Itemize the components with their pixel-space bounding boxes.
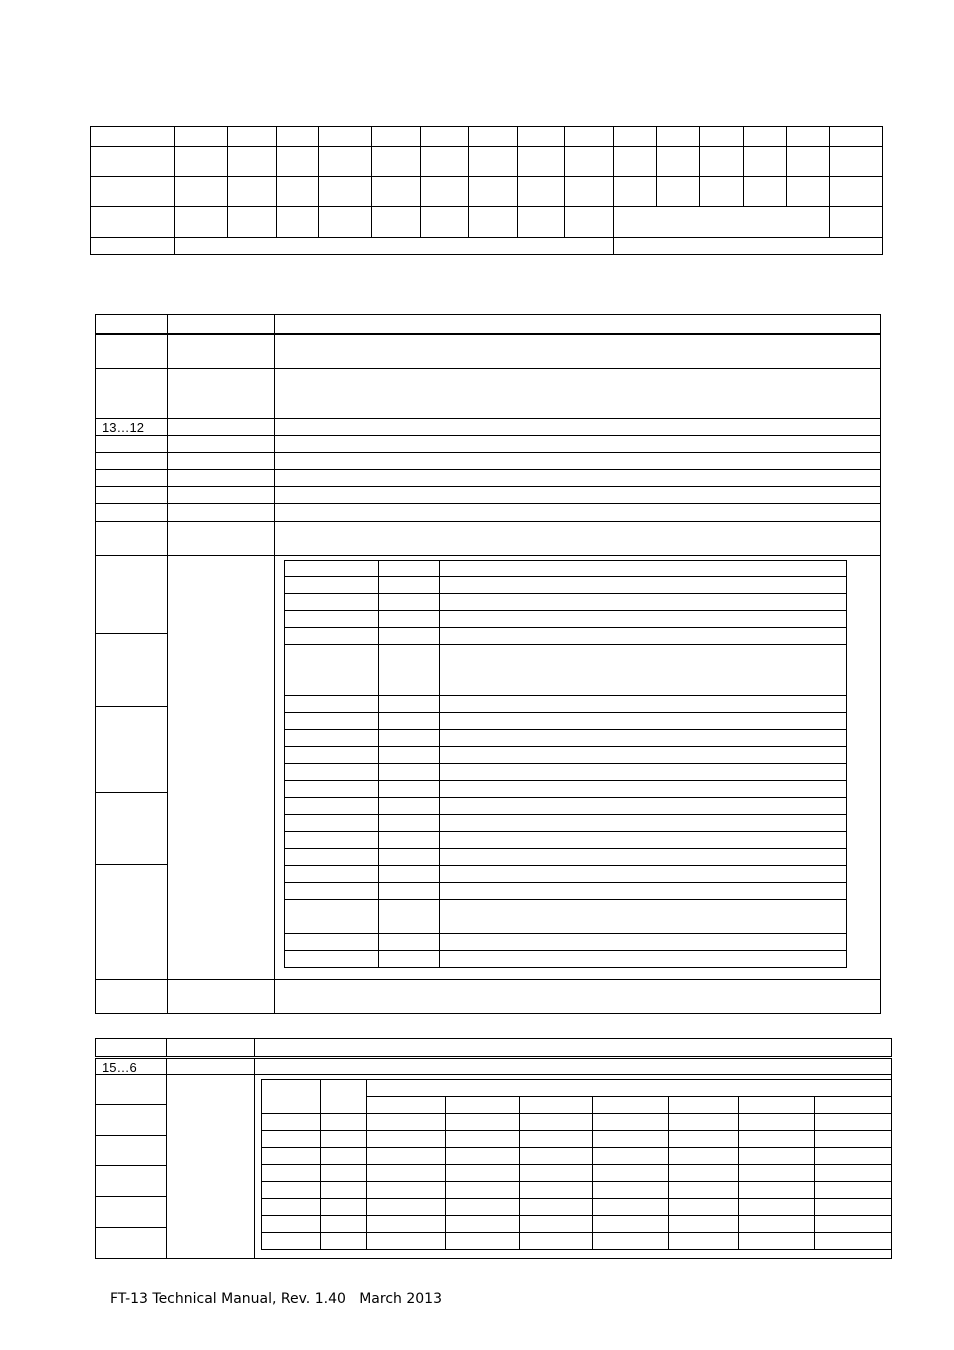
- register-row: [91, 238, 883, 255]
- option-row: [285, 696, 847, 713]
- bit-row: [96, 470, 881, 487]
- mode-row: [262, 1148, 892, 1165]
- mode-table: [261, 1079, 892, 1250]
- bit-label: 15…6: [96, 1058, 167, 1075]
- option-row: [285, 747, 847, 764]
- option-row: [285, 866, 847, 883]
- mode-row: [262, 1233, 892, 1250]
- bit-description-table: [95, 314, 881, 1014]
- bit-row: [96, 980, 881, 1014]
- register-row: [91, 207, 883, 238]
- option-row: [285, 611, 847, 628]
- bit-row-with-options: [96, 556, 881, 980]
- option-row: [285, 900, 847, 934]
- option-row: [285, 798, 847, 815]
- bit-label: 13…12: [96, 419, 168, 436]
- option-row: [285, 645, 847, 696]
- register-row: [91, 177, 883, 207]
- low-bits-table: [95, 1038, 892, 1259]
- low-row: [96, 1058, 892, 1075]
- low-row-with-modes: [96, 1075, 892, 1259]
- option-row: [285, 883, 847, 900]
- mode-row: [262, 1165, 892, 1182]
- option-row: [285, 832, 847, 849]
- option-row: [285, 849, 847, 866]
- bit-row: [96, 419, 881, 436]
- mode-header-row: [262, 1080, 892, 1097]
- register-row: [91, 147, 883, 177]
- page-footer: FT-13 Technical Manual, Rev. 1.40 March 2013: [110, 1291, 442, 1307]
- bit-row: [96, 436, 881, 453]
- option-row: [285, 628, 847, 645]
- option-row: [285, 934, 847, 951]
- option-row: [285, 713, 847, 730]
- mode-row: [262, 1182, 892, 1199]
- option-row: [285, 951, 847, 968]
- option-row: [285, 815, 847, 832]
- bit-row: [96, 369, 881, 419]
- option-row: [285, 730, 847, 747]
- option-row: [285, 561, 847, 577]
- bit-row: [96, 522, 881, 556]
- option-row: [285, 594, 847, 611]
- mode-row: [262, 1114, 892, 1131]
- mode-row: [262, 1131, 892, 1148]
- register-header-row: [91, 127, 883, 147]
- low-table-header: [96, 1039, 892, 1058]
- bit-row: [96, 487, 881, 504]
- option-table: [284, 560, 847, 968]
- option-row: [285, 781, 847, 798]
- register-layout-table: [90, 126, 883, 255]
- option-row: [285, 577, 847, 594]
- option-row: [285, 764, 847, 781]
- mode-row: [262, 1216, 892, 1233]
- bit-row: [96, 504, 881, 522]
- bit-row: [96, 453, 881, 470]
- bit-table-header: [96, 315, 881, 334]
- bit-row: [96, 334, 881, 369]
- mode-row: [262, 1199, 892, 1216]
